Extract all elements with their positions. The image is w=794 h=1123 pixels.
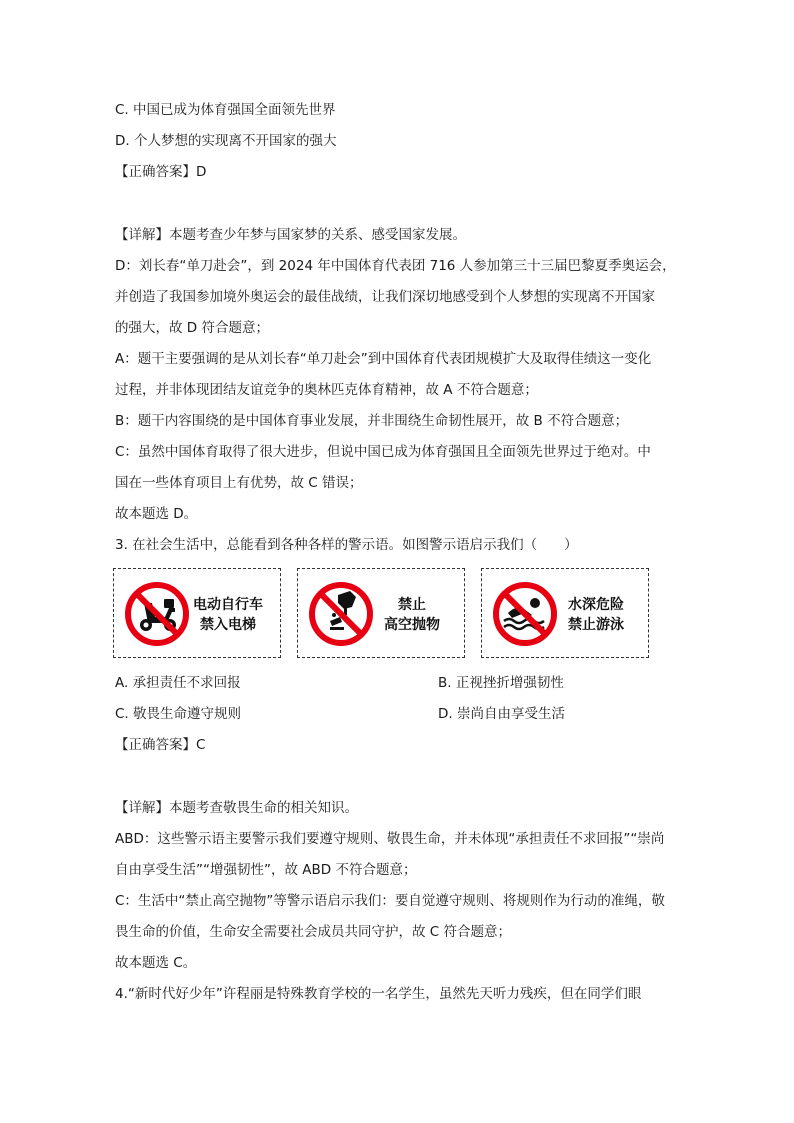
option-c-previous: C. 中国已成为体育强国全面领先世界 bbox=[115, 102, 336, 118]
warning-signs-figure bbox=[113, 568, 653, 661]
explanation-q3-line: ABD：这些警示语主要警示我们要遵守规则、敬畏生命，并未体现“承担责任不求回报”“崇尚 bbox=[115, 831, 665, 847]
explanation-q2-line: 过程，并非体现团结友谊竞争的奥林匹克体育精神，故 A 不符合题意； bbox=[115, 382, 538, 398]
explanation-q2-heading: 【详解】本题考查少年梦与国家梦的关系、感受国家发展。 bbox=[115, 227, 466, 243]
no-swimming-icon bbox=[492, 581, 558, 647]
explanation-q2-line: 国在一些体育项目上有优势，故 C 错误； bbox=[115, 475, 363, 491]
explanation-q3-line: 畏生命的价值，生命安全需要社会成员共同守护，故 C 符合题意； bbox=[115, 924, 512, 940]
no-throwing-objects-icon bbox=[308, 581, 374, 647]
explanation-q2-line: D：刘长春“单刀赴会”，到 2024 年中国体育代表团 716 人参加第三十三届巴黎夏季奥运会， bbox=[115, 258, 676, 274]
question-3-stem: 3. 在社会生活中，总能看到各种各样的警示语。如图警示语启示我们（ ） bbox=[115, 537, 578, 553]
explanation-q2-line: 的强大，故 D 符合题意； bbox=[115, 320, 269, 336]
answer-q2: 【正确答案】D bbox=[115, 164, 207, 180]
sign-label-throwing: 禁止 高空抛物 bbox=[384, 597, 440, 633]
explanation-q2-line: A：题干主要强调的是从刘长春“单刀赴会”到中国体育代表团规模扩大及取得佳绩这一变化 bbox=[115, 351, 652, 367]
explanation-q2-line: B：题干内容围绕的是中国体育事业发展，并非围绕生命韧性展开，故 B 不符合题意； bbox=[115, 413, 629, 429]
sign-label-ebike: 电动自行车 禁入电梯 bbox=[193, 597, 263, 633]
no-ebike-elevator-icon bbox=[124, 581, 190, 647]
option-b: B. 正视挫折增强韧性 bbox=[438, 675, 564, 691]
explanation-q3-conclusion: 故本题选 C。 bbox=[115, 955, 197, 971]
sign-label-swimming: 水深危险 禁止游泳 bbox=[568, 597, 624, 633]
option-d: D. 崇尚自由享受生活 bbox=[438, 706, 565, 722]
option-c: C. 敬畏生命遵守规则 bbox=[115, 706, 242, 722]
warning-sign-ebike bbox=[113, 568, 281, 658]
explanation-q2-line: C：虽然中国体育取得了很大进步，但说中国已成为体育强国且全面领先世界过于绝对。中 bbox=[115, 444, 651, 460]
option-d-previous: D. 个人梦想的实现离不开国家的强大 bbox=[115, 133, 337, 149]
warning-sign-swimming bbox=[481, 568, 649, 658]
explanation-q3-heading: 【详解】本题考查敬畏生命的相关知识。 bbox=[115, 800, 358, 816]
explanation-q3-line: 自由享受生活”“增强韧性”，故 ABD 不符合题意； bbox=[115, 862, 417, 878]
answer-q3: 【正确答案】C bbox=[115, 737, 206, 753]
explanation-q2-conclusion: 故本题选 D。 bbox=[115, 506, 198, 522]
question-4-stem: 4.“新时代好少年”许程丽是特殊教育学校的一名学生，虽然先天听力残疾，但在同学们眼 bbox=[115, 986, 642, 1002]
explanation-q2-line: 并创造了我国参加境外奥运会的最佳战绩，让我们深切地感受到个人梦想的实现离不开国家 bbox=[115, 289, 655, 305]
explanation-q3-line: C：生活中“禁止高空抛物”等警示语启示我们：要自觉遵守规则、将规则作为行动的准绳，敬 bbox=[115, 893, 665, 909]
option-a: A. 承担责任不求回报 bbox=[115, 675, 241, 691]
warning-sign-throwing bbox=[297, 568, 465, 658]
